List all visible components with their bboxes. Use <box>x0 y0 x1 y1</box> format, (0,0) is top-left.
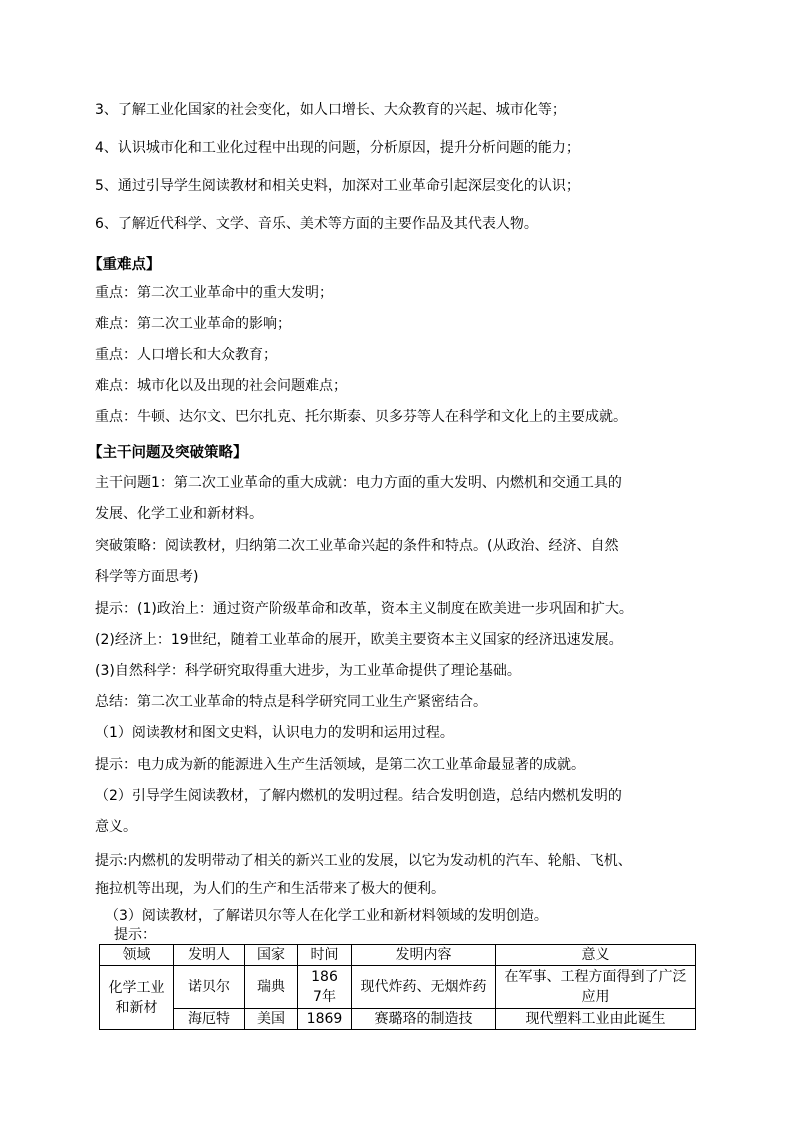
body-line: (3)自然科学：科学研究取得重大进步，为工业革命提供了理论基础。 <box>95 663 521 679</box>
body-line: （1）阅读教材和图文史料，认识电力的发明和运用过程。 <box>95 725 454 741</box>
key-point-item: 难点：城市化以及出现的社会问题难点； <box>95 378 347 394</box>
inventions-table <box>99 944 696 1030</box>
table-header-cell: 意义 <box>496 945 696 966</box>
table-cell: 瑞典 <box>245 966 298 1009</box>
objective-line: 3、了解工业化国家的社会变化，如人口增长、大众教育的兴起、城市化等； <box>95 102 566 118</box>
table-cell: 赛璐珞的制造技 <box>352 1009 496 1030</box>
key-point-item: 重点：牛顿、达尔文、巴尔扎克、托尔斯泰、贝多芬等人在科学和文化上的主要成就。 <box>95 409 627 425</box>
body-line: 提示：电力成为新的能源进入生产生活领域，是第二次工业革命最显著的成就。 <box>95 757 585 773</box>
body-line: 意义。 <box>95 819 137 835</box>
table-cell: 现代塑料工业由此诞生 <box>496 1009 696 1030</box>
body-line: 总结：第二次工业革命的特点是科学研究同工业生产紧密结合。 <box>95 694 487 710</box>
objective-line: 4、认识城市化和工业化过程中出现的问题，分析原因，提升分析问题的能力； <box>95 140 580 156</box>
table-header-cell: 国家 <box>245 945 298 966</box>
table-cell: 现代炸药、无烟炸药 <box>352 966 496 1009</box>
key-point-item: 重点：第二次工业革命中的重大发明； <box>95 285 333 301</box>
table-header-cell: 领域 <box>100 945 174 966</box>
body-line: 提示：(1)政治上：通过资产阶级革命和改革，资本主义制度在欧美进一步巩固和扩大。 <box>95 601 633 617</box>
body-line: 主干问题1：第二次工业革命的重大成就：电力方面的重大发明、内燃机和交通工具的 <box>95 475 622 491</box>
table-header-row <box>100 945 696 966</box>
key-point-item: 重点：人口增长和大众教育； <box>95 347 277 363</box>
objective-line: 6、了解近代科学、文学、音乐、美术等方面的主要作品及其代表人物。 <box>95 216 538 232</box>
field-cell: 化学工业和新材 <box>100 966 174 1030</box>
body-line: （2）引导学生阅读教材，了解内燃机的发明过程。结合发明创造，总结内燃机发明的 <box>95 788 622 804</box>
table-cell: 诺贝尔 <box>174 966 245 1009</box>
objective-line: 5、通过引导学生阅读教材和相关史料，加深对工业革命引起深层变化的认识； <box>95 178 580 194</box>
table-cell: 1867年 <box>298 966 352 1009</box>
body-line: 发展、化学工业和新材料。 <box>95 506 263 522</box>
table-cell: 海厄特 <box>174 1009 245 1030</box>
key-point-item: 难点：第二次工业革命的影响； <box>95 316 291 332</box>
body-line: 突破策略：阅读教材，归纳第二次工业革命兴起的条件和特点。(从政治、经济、自然 <box>95 538 619 554</box>
body-line: 提示:内燃机的发明带动了相关的新兴工业的发展，以它为发动机的汽车、轮船、飞机、 <box>95 853 632 869</box>
table-cell: 1869 <box>298 1009 352 1030</box>
body-line: 科学等方面思考) <box>95 569 199 585</box>
table-cell: 美国 <box>245 1009 298 1030</box>
table-hint: 提示： <box>114 927 156 943</box>
table-header-cell: 时间 <box>298 945 352 966</box>
table-header-cell: 发明人 <box>174 945 245 966</box>
body-line: （3）阅读教材，了解诺贝尔等人在化学工业和新材料领域的发明创造。 <box>105 908 548 924</box>
table-cell: 在军事、工程方面得到了广泛应用 <box>496 966 696 1009</box>
table-row <box>100 1009 696 1030</box>
main-questions-heading: 【主干问题及突破策略】 <box>88 445 248 461</box>
body-line: (2)经济上：19世纪，随着工业革命的展开，欧美主要资本主义国家的经济迅速发展。 <box>95 632 623 648</box>
key-points-heading: 【重难点】 <box>88 257 161 273</box>
table-row <box>100 966 696 1009</box>
table-header-cell: 发明内容 <box>352 945 496 966</box>
body-line: 拖拉机等出现，为人们的生产和生活带来了极大的便利。 <box>95 881 445 897</box>
